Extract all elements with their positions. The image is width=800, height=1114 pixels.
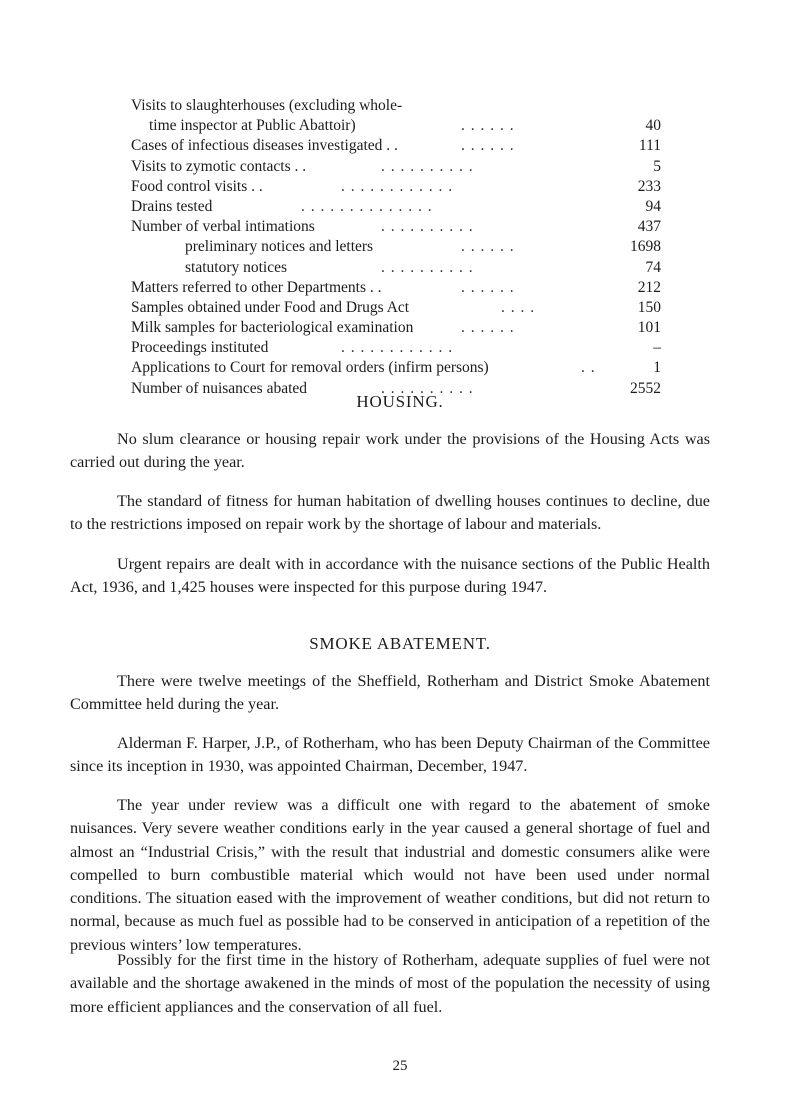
stat-value: 1 (653, 359, 661, 377)
stat-value: – (653, 339, 661, 357)
smoke-paragraph: Possibly for the first time in the history of Rotherham, adequate supplies of fuel were not available and the shortage awakened in the minds of most of the population the necessity of using more efficient appliances and the conservation of all fuel. (70, 951, 710, 1016)
stat-row (131, 177, 661, 197)
stat-leader-dots: . . . . . . (461, 117, 515, 135)
housing-paragraph: The standard of fitness for human habitation of dwelling houses continues to decline, due to the restrictions imposed on repair work by the shortage of labour and materials. (70, 492, 710, 534)
stat-leader-dots: . . . . . . . . . . (381, 258, 474, 276)
stat-label: Number of verbal intimations (131, 218, 315, 236)
smoke-paragraph: The year under review was a difficult one with regard to the abatement of smoke nuisances. Very severe weather conditions early in the year caused a general shortage of fuel and almost an “Industrial Crisis,” with the result that industrial and domestic consumers alike were compelled to burn combustible material which would not have been used under normal conditions. The situation eased with the improvement of weather conditions, but did not return to normal, because as much fuel as possible had to be conserved in anticipation of a repetition of the previous winters’ low temperatures. (70, 796, 710, 954)
stat-value: 101 (637, 319, 661, 337)
stat-row (131, 278, 661, 298)
stat-row (131, 237, 661, 257)
stat-value: 233 (637, 177, 661, 195)
stat-leader-dots: . . . . . . . . . . . . (341, 339, 454, 357)
stat-row (131, 258, 661, 278)
stat-row (131, 217, 661, 237)
stat-label: Samples obtained under Food and Drugs Act (131, 298, 410, 316)
stat-row (131, 136, 661, 156)
stat-leader-dots: . . . . . . (461, 319, 515, 337)
stat-value: 74 (645, 258, 661, 276)
stat-label: time inspector at Public Abattoir) (149, 117, 356, 135)
stat-row (131, 298, 661, 318)
stat-value: 2552 (630, 379, 661, 397)
housing-heading: HOUSING. (356, 392, 444, 411)
stat-label: Food control visits . . (131, 177, 263, 195)
stat-leader-dots: . . (581, 359, 596, 377)
stat-label: Drains tested (131, 197, 213, 215)
stat-leader-dots: . . . . (501, 298, 536, 316)
stat-value: 437 (637, 218, 661, 236)
stat-leader-dots: . . . . . . . . . . (381, 157, 474, 175)
housing-paragraph: Urgent repairs are dealt with in accordance with the nuisance sections of the Public Health Act, 1936, and 1,425 houses were inspected for this purpose during 1947. (70, 555, 710, 597)
stat-leader-dots: . . . . . . (461, 238, 515, 256)
smoke-paragraph: Alderman F. Harper, J.P., of Rotherham, who has been Deputy Chairman of the Committee since its inception in 1930, was appointed Chairman, December, 1947. (70, 734, 710, 776)
stat-row (131, 338, 661, 358)
smoke-abatement-heading: SMOKE ABATEMENT. (309, 634, 491, 653)
stat-label: Visits to slaughterhouses (excluding whole- (131, 97, 403, 114)
stat-label: statutory notices (185, 258, 288, 276)
stat-leader-dots: . . . . . . . . . . . . . . (301, 197, 433, 215)
housing-paragraph: No slum clearance or housing repair work under the provisions of the Housing Acts was carried out during the year. (70, 430, 710, 472)
stat-row (131, 318, 661, 338)
stat-leader-dots: . . . . . . (461, 278, 515, 296)
stat-value: 5 (653, 157, 661, 175)
stat-row (131, 96, 661, 116)
stat-value: 1698 (630, 238, 661, 256)
stat-value: 94 (645, 197, 661, 215)
page-number: 25 (392, 1058, 408, 1074)
stat-leader-dots: . . . . . . (461, 137, 515, 155)
stat-label: preliminary notices and letters (185, 238, 374, 256)
stat-leader-dots: . . . . . . . . . . . . (341, 177, 454, 195)
stat-label: Cases of infectious diseases investigated . . (131, 137, 398, 155)
smoke-paragraph: There were twelve meetings of the Sheffield, Rotherham and District Smoke Abatement Committee held during the year. (70, 672, 710, 714)
stat-row (131, 157, 661, 177)
stat-label: Applications to Court for removal orders (infirm persons) (131, 359, 489, 377)
stat-label: Number of nuisances abated (131, 379, 308, 397)
stat-label: Matters referred to other Departments . . (131, 278, 382, 296)
stat-value: 111 (638, 137, 661, 155)
stat-row (131, 116, 661, 136)
stat-row (131, 197, 661, 217)
statistics-table (131, 96, 661, 399)
stat-label: Visits to zymotic contacts . . (131, 157, 307, 175)
stat-value: 212 (637, 278, 661, 296)
stat-leader-dots: . . . . . . . . . . (381, 379, 474, 397)
stat-label: Milk samples for bacteriological examination (131, 319, 414, 337)
stat-leader-dots: . . . . . . . . . . (381, 218, 474, 236)
stat-value: 40 (645, 117, 661, 135)
stat-label: Proceedings instituted (131, 339, 269, 357)
stat-row (131, 358, 661, 378)
stat-value: 150 (637, 298, 661, 316)
